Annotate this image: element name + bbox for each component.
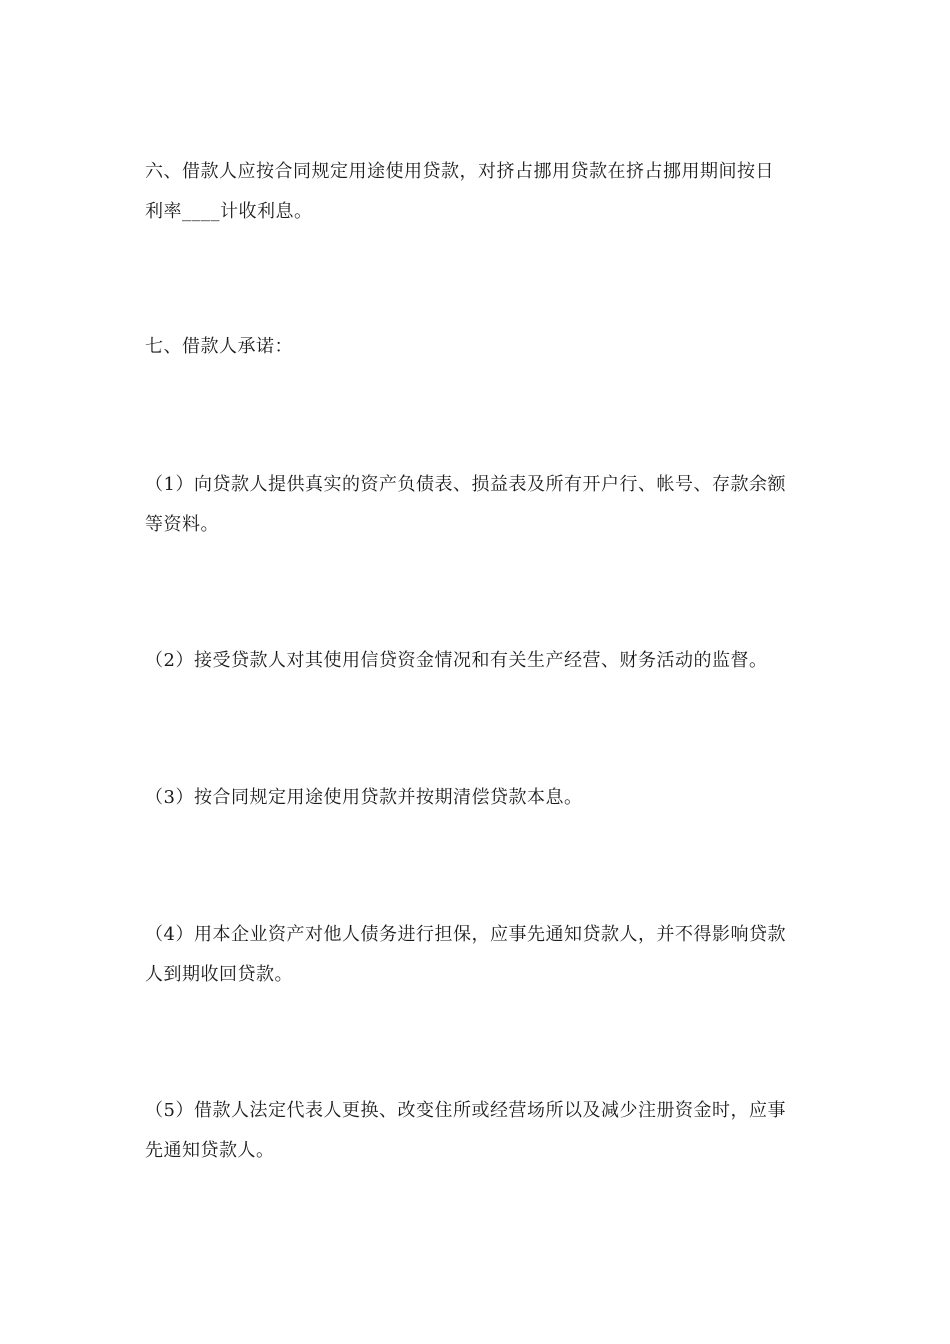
clause-6-line-1: 六、借款人应按合同规定用途使用贷款，对挤占挪用贷款在挤占挪用期间按日 [145, 161, 774, 182]
clause-6 [145, 152, 810, 232]
commitment-4 [145, 915, 810, 995]
commitment-2 [145, 641, 810, 681]
commitment-3 [145, 778, 810, 818]
commitment-1-line-2: 等资料。 [145, 514, 219, 535]
commitment-5-line-1: （5）借款人法定代表人更换、改变住所或经营场所以及减少注册资金时，应事 [145, 1100, 786, 1121]
commitment-5-line-2: 先通知贷款人。 [145, 1140, 275, 1161]
commitment-3-line-1: （3）按合同规定用途使用贷款并按期清偿贷款本息。 [145, 787, 583, 808]
clause-7-heading [145, 327, 810, 367]
commitment-4-line-2: 人到期收回贷款。 [145, 964, 293, 985]
clause-7-heading-line-1: 七、借款人承诺： [145, 336, 293, 357]
commitment-1 [145, 465, 810, 545]
commitment-4-line-1: （4）用本企业资产对他人债务进行担保，应事先通知贷款人，并不得影响贷款 [145, 924, 786, 945]
commitment-1-line-1: （1）向贷款人提供真实的资产负债表、损益表及所有开户行、帐号、存款余额 [145, 474, 786, 495]
commitment-2-line-1: （2）接受贷款人对其使用信贷资金情况和有关生产经营、财务活动的监督。 [145, 650, 768, 671]
commitment-5 [145, 1091, 810, 1171]
clause-6-line-2: 利率____计收利息。 [145, 201, 313, 222]
